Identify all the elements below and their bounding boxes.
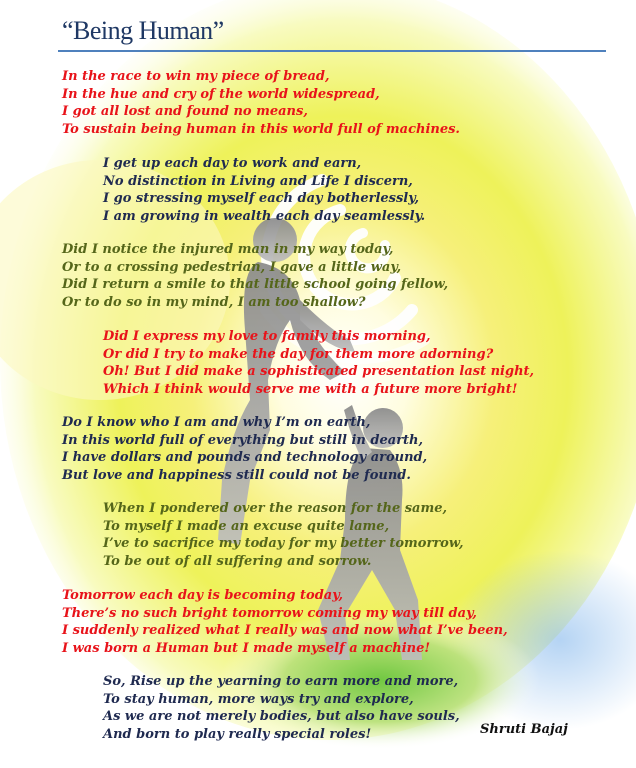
poem-line: To be out of all suffering and sorrow. — [103, 553, 372, 569]
poem-line: I suddenly realized what I really was and now what I’ve been, — [62, 623, 508, 639]
poem-line: I was born a Human but I made myself a machine! — [62, 640, 431, 656]
poem-line: Or to a crossing pedestrian, I gave a little way, — [62, 259, 402, 275]
poem-line: In the hue and cry of the world widespread, — [62, 86, 380, 102]
stanza-4 — [103, 328, 534, 398]
poem-line: To myself I made an excuse quite lame, — [103, 518, 390, 534]
poem-line: I got all lost and found no means, — [62, 104, 308, 120]
author-signature: Shruti Bajaj — [480, 722, 568, 737]
stanza-3 — [62, 241, 448, 311]
poem-line: I’ve to sacrifice my today for my better tomorrow, — [103, 536, 464, 552]
stanza-2 — [103, 155, 425, 225]
stanza-5 — [62, 414, 427, 484]
poem-line: When I pondered over the reason for the same, — [103, 501, 448, 516]
poem-line: There’s no such bright tomorrow coming my way till day, — [62, 605, 477, 621]
poem-line: I go stressing myself each day botherlessly, — [103, 191, 420, 207]
poem-line: Did I return a smile to that little school going fellow, — [62, 277, 449, 293]
poem-line: Or did I try to make the day for them more adorning? — [103, 346, 494, 362]
stanza-6 — [103, 500, 464, 570]
poem-line: I have dollars and pounds and technology around, — [62, 450, 428, 466]
poem-line: Do I know who I am and why I’m on earth, — [62, 415, 371, 430]
poem-line: So, Rise up the yearning to earn more and more, — [103, 674, 459, 689]
poem-line: To stay human, more ways try and explore, — [103, 691, 414, 707]
poem-line: Or to do so in my mind, I am too shallow? — [62, 294, 366, 310]
poem-line: In the race to win my piece of bread, — [62, 69, 330, 84]
stanza-8 — [103, 673, 460, 743]
poem-line: Did I notice the injured man in my way today, — [62, 242, 394, 257]
poem-title: “Being Human” — [62, 16, 224, 45]
poem-line: Which I think would serve me with a future more bright! — [103, 381, 518, 397]
poem-line: Oh! But I did make a sophisticated presentation last night, — [103, 364, 535, 380]
title-underline — [58, 50, 606, 52]
poem-line: But love and happiness still could not be found. — [62, 467, 411, 483]
poem-line: No distinction in Living and Life I discern, — [103, 173, 413, 189]
poem-line: Tomorrow each day is becoming today, — [62, 588, 344, 603]
poem-line: And born to play really special roles! — [103, 726, 372, 742]
stanza-7 — [62, 587, 508, 657]
stanza-1 — [62, 68, 460, 138]
poem-line: Did I express my love to family this morning, — [103, 329, 431, 344]
poem-line: To sustain being human in this world full of machines. — [62, 121, 460, 137]
poem-line: I get up each day to work and earn, — [103, 156, 362, 171]
poem-line: I am growing in wealth each day seamlessly. — [103, 208, 426, 224]
poem-line: In this world full of everything but still in dearth, — [62, 432, 424, 448]
poem-line: As we are not merely bodies, but also have souls, — [103, 709, 460, 725]
